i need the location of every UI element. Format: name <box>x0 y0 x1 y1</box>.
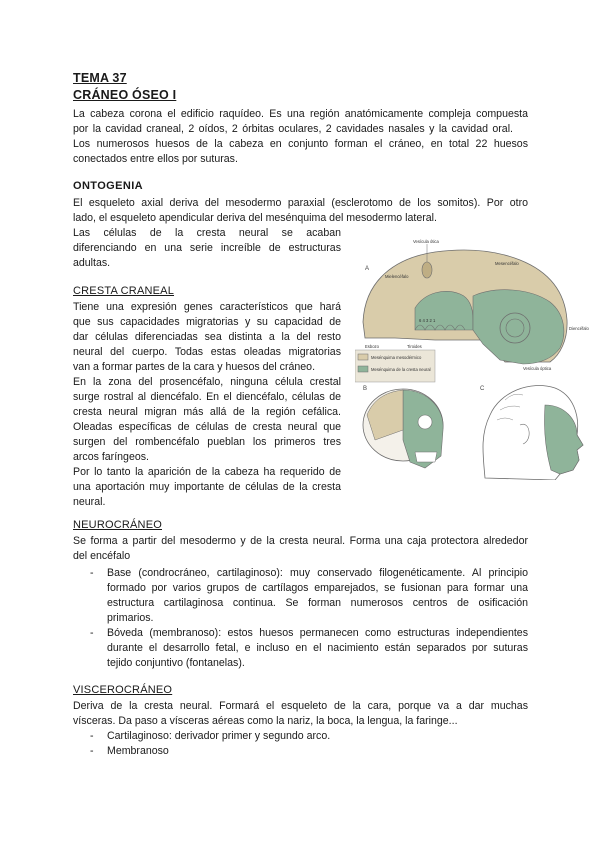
ontogenia-heading: ONTOGENIA <box>73 180 144 192</box>
cresta-line: neural del cuerpo. Todas estas oleadas migratorias <box>73 346 341 358</box>
mesencefalo-label: Mesencéfalo <box>495 261 519 266</box>
cresta-line: neural. <box>73 496 106 508</box>
neurocraneo-line: Se forma a partir del mesodermo y de la cresta neural. Forma una caja protectora alrededor <box>73 535 528 547</box>
legend-crest-swatch <box>358 366 368 372</box>
ontogenia-line: El esqueleto axial deriva del mesodermo paraxial (esclerotomo de los somitos). Por otro <box>73 197 528 209</box>
neurocraneo-line: del encéfalo <box>73 550 131 562</box>
craneo-title: CRÁNEO ÓSEO I <box>73 88 177 102</box>
panel-c-head <box>480 386 583 480</box>
ontogenia-line: adultas. <box>73 257 111 269</box>
bullet-line: tejido conjuntivo (fontanelas). <box>107 657 245 669</box>
cresta-line: surge rostral al diencéfalo. En el diencéfalo, células de <box>73 391 341 403</box>
tiroides-label: Tiroides <box>407 344 422 349</box>
bullet-dash: - <box>90 745 94 757</box>
ontogenia-line: Las células de la cresta neural se acaban <box>73 227 341 239</box>
intro-line: por la cavidad craneal, 2 oídos, 2 órbitas oculares, 2 cavidades nasales y la cavidad oral. <box>73 123 513 135</box>
cresta-line: En la zona del prosencéfalo, ninguna célula crestal <box>73 376 341 388</box>
otic-vesicle <box>422 262 432 278</box>
bullet-dash: - <box>90 627 94 639</box>
cresta-line: Por lo tanto la aparición de la cabeza ha requerido de <box>73 466 341 478</box>
figure-legend <box>355 350 435 382</box>
bullet-dash: - <box>90 567 94 579</box>
tema-title: TEMA 37 <box>73 71 127 85</box>
panel-c-label: C <box>480 386 485 392</box>
diencefalo-label: Diencéfalo <box>569 326 589 331</box>
bullet-line: Bóveda (membranoso): estos huesos permanecen como estructuras independientes <box>107 627 528 639</box>
legend-crest-text: Mesénquima de la cresta neural <box>371 367 431 372</box>
panel-a-label: A <box>365 266 370 272</box>
bullet-dash: - <box>90 730 94 742</box>
cresta-line: surgen del rombencéfalo pueblan los primeros tres <box>73 436 341 448</box>
ontogenia-line: diferenciando en una serie increíble de estructuras <box>73 242 341 254</box>
esbozo-label: Esbozo <box>365 344 379 349</box>
skull-teeth <box>415 452 437 462</box>
cresta-heading: CRESTA CRANEAL <box>73 285 175 297</box>
bullet-line: primarios. <box>107 612 154 624</box>
viscerocraneo-line: vísceras. Da paso a vísceras aéreas como la nariz, la boca, la lengua, la faringe... <box>73 715 458 727</box>
viscerocraneo-line: Deriva de la cresta neural. Formará el esqueleto de la cara, porque va a dar muchas <box>73 700 528 712</box>
embryo-head-figure <box>355 230 595 480</box>
skull-orbit <box>418 415 432 429</box>
cresta-line: van a formar partes de la cara y huesos del cráneo. <box>73 361 316 373</box>
legend-mesoderm-text: Mesénquima mesodérmico <box>371 355 422 360</box>
vesicula-otica-label: Vesícula ótica <box>413 239 439 244</box>
intro-line: La cabeza corona el edificio raquídeo. Es una región anatómicamente compleja compuesta <box>73 108 528 120</box>
bullet-line: durante el desarrollo fetal, e incluso en el nacimiento están separados por suturas <box>107 642 528 654</box>
cresta-line: Oleadas específicas de células de cresta neural que <box>73 421 341 433</box>
panel-b-skull <box>363 386 443 468</box>
legend-mesoderm-swatch <box>358 354 368 360</box>
bullet-line: estructura cartilaginosa continua. Se forman numerosos centros de osificación <box>107 597 528 609</box>
panel-b-label: B <box>363 386 368 392</box>
cresta-line: arcos faríngeos. <box>73 451 149 463</box>
vesicula-optica-label: Vesícula óptica <box>523 366 552 371</box>
intro-line: Los numerosos huesos de la cabeza en conjunto forman el cráneo, en total 22 huesos <box>73 138 528 150</box>
cresta-line: una aportación muy importante de células de la cresta <box>73 481 341 493</box>
mielencefalo-label: Mielencéfalo <box>385 274 409 279</box>
ontogenia-line: lado, el esqueleto apendicular deriva del mesénquima del mesodermo lateral. <box>73 212 437 224</box>
neurocraneo-heading: NEUROCRÁNEO <box>73 519 162 531</box>
cresta-line: cresta neural migran más allá de la región cefálica. <box>73 406 341 418</box>
bullet-line: Membranoso <box>107 745 169 757</box>
bullet-line: Cartilaginoso: derivador primer y segundo arco. <box>107 730 331 742</box>
viscerocraneo-heading: VISCEROCRÁNEO <box>73 684 173 696</box>
cresta-line: dar células diferenciadas sea distinta a la del resto <box>73 331 341 343</box>
intro-line: conectados entre ellos por suturas. <box>73 153 238 165</box>
bullet-line: formado por varios grupos de cartílagos emparejados, se fusionan para formar una <box>107 582 528 594</box>
cresta-line: que sus capacidades migratorias y su capacidad de <box>73 316 341 328</box>
cresta-line: Tiene una expresión genes característicos que hará <box>73 301 341 313</box>
arch-numbers-label: 6 4 3 2 1 <box>419 318 436 323</box>
bullet-line: Base (condrocráneo, cartilaginoso): muy conservado filogenéticamente. Al principio <box>107 567 528 579</box>
